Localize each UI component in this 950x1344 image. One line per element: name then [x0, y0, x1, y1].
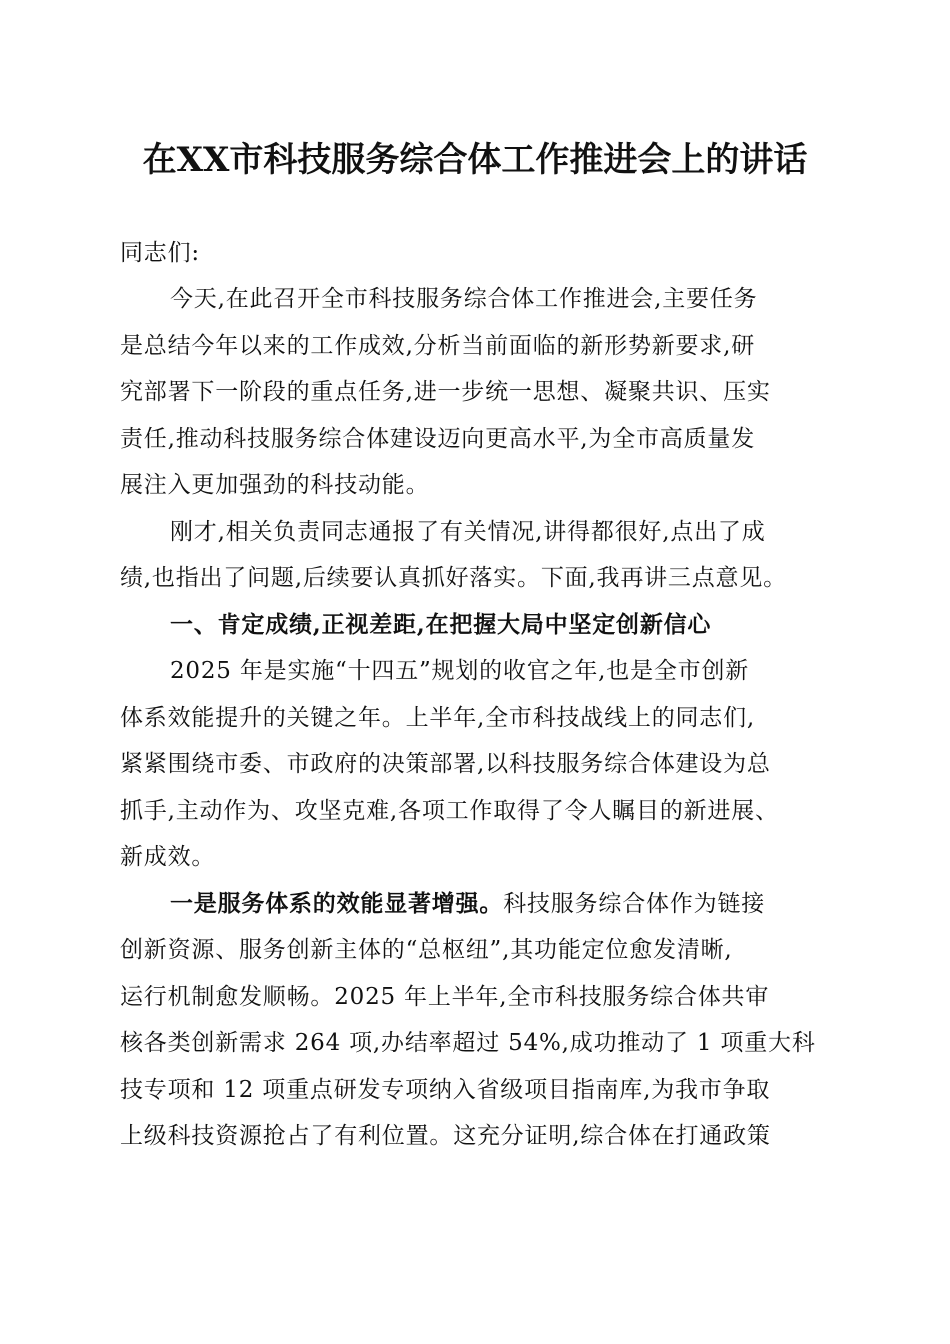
- paragraph-line: 新成效。: [120, 844, 216, 870]
- paragraph-line: 究部署下一阶段的重点任务,进一步统一思想、凝聚共识、压实: [120, 379, 771, 405]
- document-title: 在XX市科技服务综合体工作推进会上的讲话: [142, 140, 808, 180]
- section-heading: 一、肯定成绩,正视差距,在把握大局中坚定创新信心: [170, 611, 712, 638]
- paragraph-line: 技专项和 12 项重点研发专项纳入省级项目指南库,为我市争取: [120, 1077, 771, 1103]
- paragraph-line: [170, 888, 765, 920]
- paragraph-line: 绩,也指出了问题,后续要认真抓好落实。下面,我再讲三点意见。: [120, 565, 787, 591]
- paragraph-line: 责任,推动科技服务综合体建设迈向更高水平,为全市高质量发: [120, 426, 756, 452]
- paragraph-line: 创新资源、服务创新主体的“总枢纽”,其功能定位愈发清晰,: [120, 937, 733, 963]
- paragraph-line: 上级科技资源抢占了有利位置。这充分证明,综合体在打通政策: [120, 1123, 771, 1149]
- paragraph-line: 核各类创新需求 264 项,办结率超过 54%,成功推动了 1 项重大科: [120, 1030, 816, 1056]
- paragraph-line: 今天,在此召开全市科技服务综合体工作推进会,主要任务: [170, 286, 758, 312]
- paragraph-line: 刚才,相关负责同志通报了有关情况,讲得都很好,点出了成: [170, 519, 766, 545]
- subheading-lead: 一是服务体系的效能显著增强。: [170, 890, 504, 917]
- paragraph-line: 体系效能提升的关键之年。上半年,全市科技战线上的同志们,: [120, 705, 756, 731]
- paragraph-line: 紧紧围绕市委、市政府的决策部署,以科技服务综合体建设为总: [120, 751, 771, 777]
- paragraph-line: 运行机制愈发顺畅。2025 年上半年,全市科技服务综合体共审: [120, 984, 770, 1010]
- paragraph-text: 科技服务综合体作为链接: [503, 891, 766, 917]
- paragraph-line: 抓手,主动作为、攻坚克难,各项工作取得了令人瞩目的新进展、: [120, 798, 779, 824]
- salutation: 同志们:: [120, 240, 200, 266]
- paragraph-line: 2025 年是实施“十四五”规划的收官之年,也是全市创新: [170, 658, 750, 684]
- paragraph-line: 展注入更加强劲的科技动能。: [120, 472, 430, 498]
- paragraph-line: 是总结今年以来的工作成效,分析当前面临的新形势新要求,研: [120, 333, 756, 359]
